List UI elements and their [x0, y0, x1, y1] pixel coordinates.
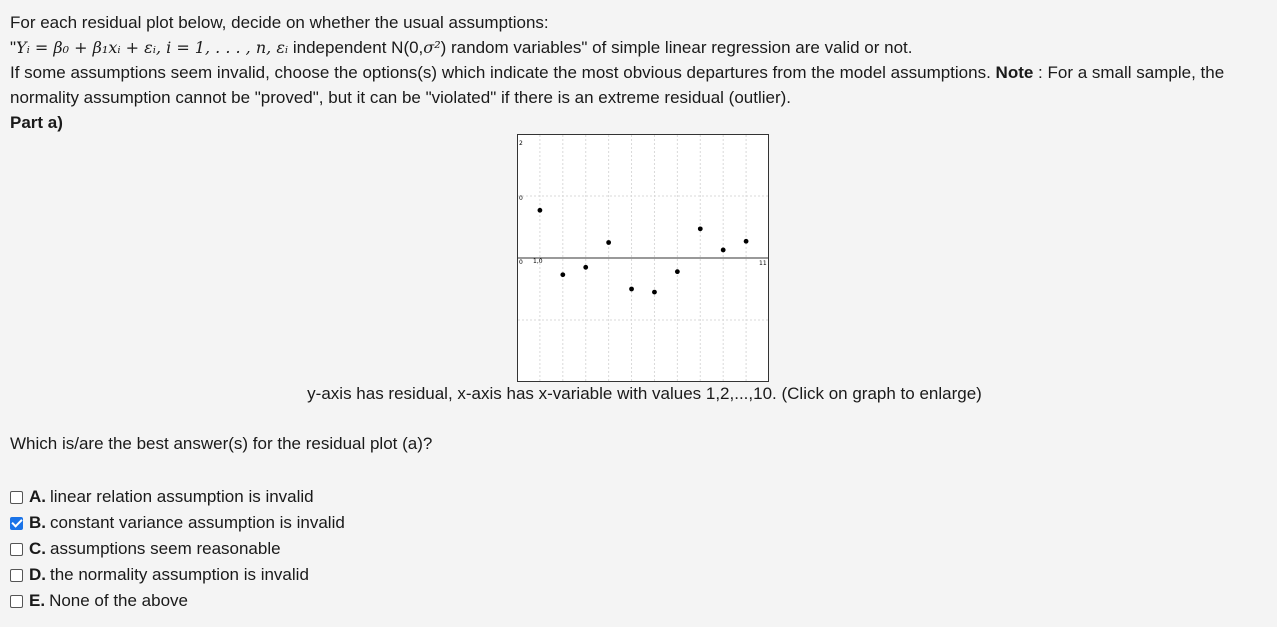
option-d-text: the normality assumption is invalid: [50, 565, 309, 584]
option-e-letter: E.: [29, 591, 46, 610]
answer-options: [10, 484, 345, 614]
option-b[interactable]: [10, 510, 345, 536]
y-tick-top: 2: [519, 140, 523, 147]
residual-point-5: [629, 287, 634, 292]
residual-point-7: [675, 269, 680, 274]
x-tick-1: 1,0: [533, 258, 543, 265]
model-statement: [10, 35, 1272, 60]
option-a-letter: A.: [29, 487, 46, 506]
question-text: Which is/are the best answer(s) for the residual plot (a)?: [10, 434, 433, 453]
sigma-squared: σ²: [423, 38, 441, 57]
part-label: Part a): [10, 113, 63, 132]
option-e[interactable]: [10, 588, 345, 614]
option-d[interactable]: [10, 562, 345, 588]
residual-point-3: [583, 265, 588, 270]
note-label: Note: [995, 63, 1034, 82]
instruction-line-3: [10, 60, 1272, 85]
residual-point-4: [606, 240, 611, 245]
option-c-letter: C.: [29, 539, 46, 558]
option-b-text: constant variance assumption is invalid: [50, 513, 345, 532]
option-b-checkbox[interactable]: [10, 517, 23, 530]
model-end: ) random variables" of simple linear regression are valid or not.: [440, 38, 913, 57]
instruction-line-4: normality assumption cannot be "proved", but it can be "violated" if there is an extreme residual (outlier).: [10, 88, 792, 107]
option-c-text: assumptions seem reasonable: [50, 539, 281, 558]
x-tick-end: 11: [759, 260, 767, 267]
instruction-line-1: For each residual plot below, decide on whether the usual assumptions:: [10, 13, 549, 32]
option-c-checkbox[interactable]: [10, 543, 23, 556]
y-tick-zero: 0: [519, 259, 523, 266]
option-a-text: linear relation assumption is invalid: [50, 487, 314, 506]
residual-point-9: [721, 248, 726, 253]
y-tick-mid: 0: [519, 195, 523, 202]
model-mid: independent N(0,: [288, 38, 424, 57]
model-open-quote: ": [10, 38, 17, 57]
option-b-letter: B.: [29, 513, 46, 532]
residual-point-2: [560, 272, 565, 277]
residual-point-1: [538, 208, 543, 213]
option-e-checkbox[interactable]: [10, 595, 23, 608]
residual-plot[interactable]: [517, 134, 769, 382]
option-c[interactable]: [10, 536, 345, 562]
option-a-checkbox[interactable]: [10, 491, 23, 504]
option-d-letter: D.: [29, 565, 46, 584]
residual-plot-svg[interactable]: [517, 134, 769, 382]
note-text: : For a small sample, the: [1033, 63, 1225, 82]
residual-point-6: [652, 290, 657, 295]
option-e-text: None of the above: [49, 591, 189, 610]
instructions: [10, 10, 1272, 135]
residual-point-10: [744, 239, 749, 244]
instruction-text: If some assumptions seem invalid, choose the options(s) which indicate the most obvious departures from the model assumptions.: [10, 63, 996, 82]
option-d-checkbox[interactable]: [10, 569, 23, 582]
option-a[interactable]: [10, 484, 345, 510]
residual-point-8: [698, 226, 703, 231]
plot-caption: y-axis has residual, x-axis has x-variable with values 1,2,...,10. (Click on graph to enlarge): [307, 384, 982, 403]
model-formula: Yᵢ = β₀ + β₁xᵢ + εᵢ, i = 1, . . . , n, εᵢ: [16, 38, 289, 57]
